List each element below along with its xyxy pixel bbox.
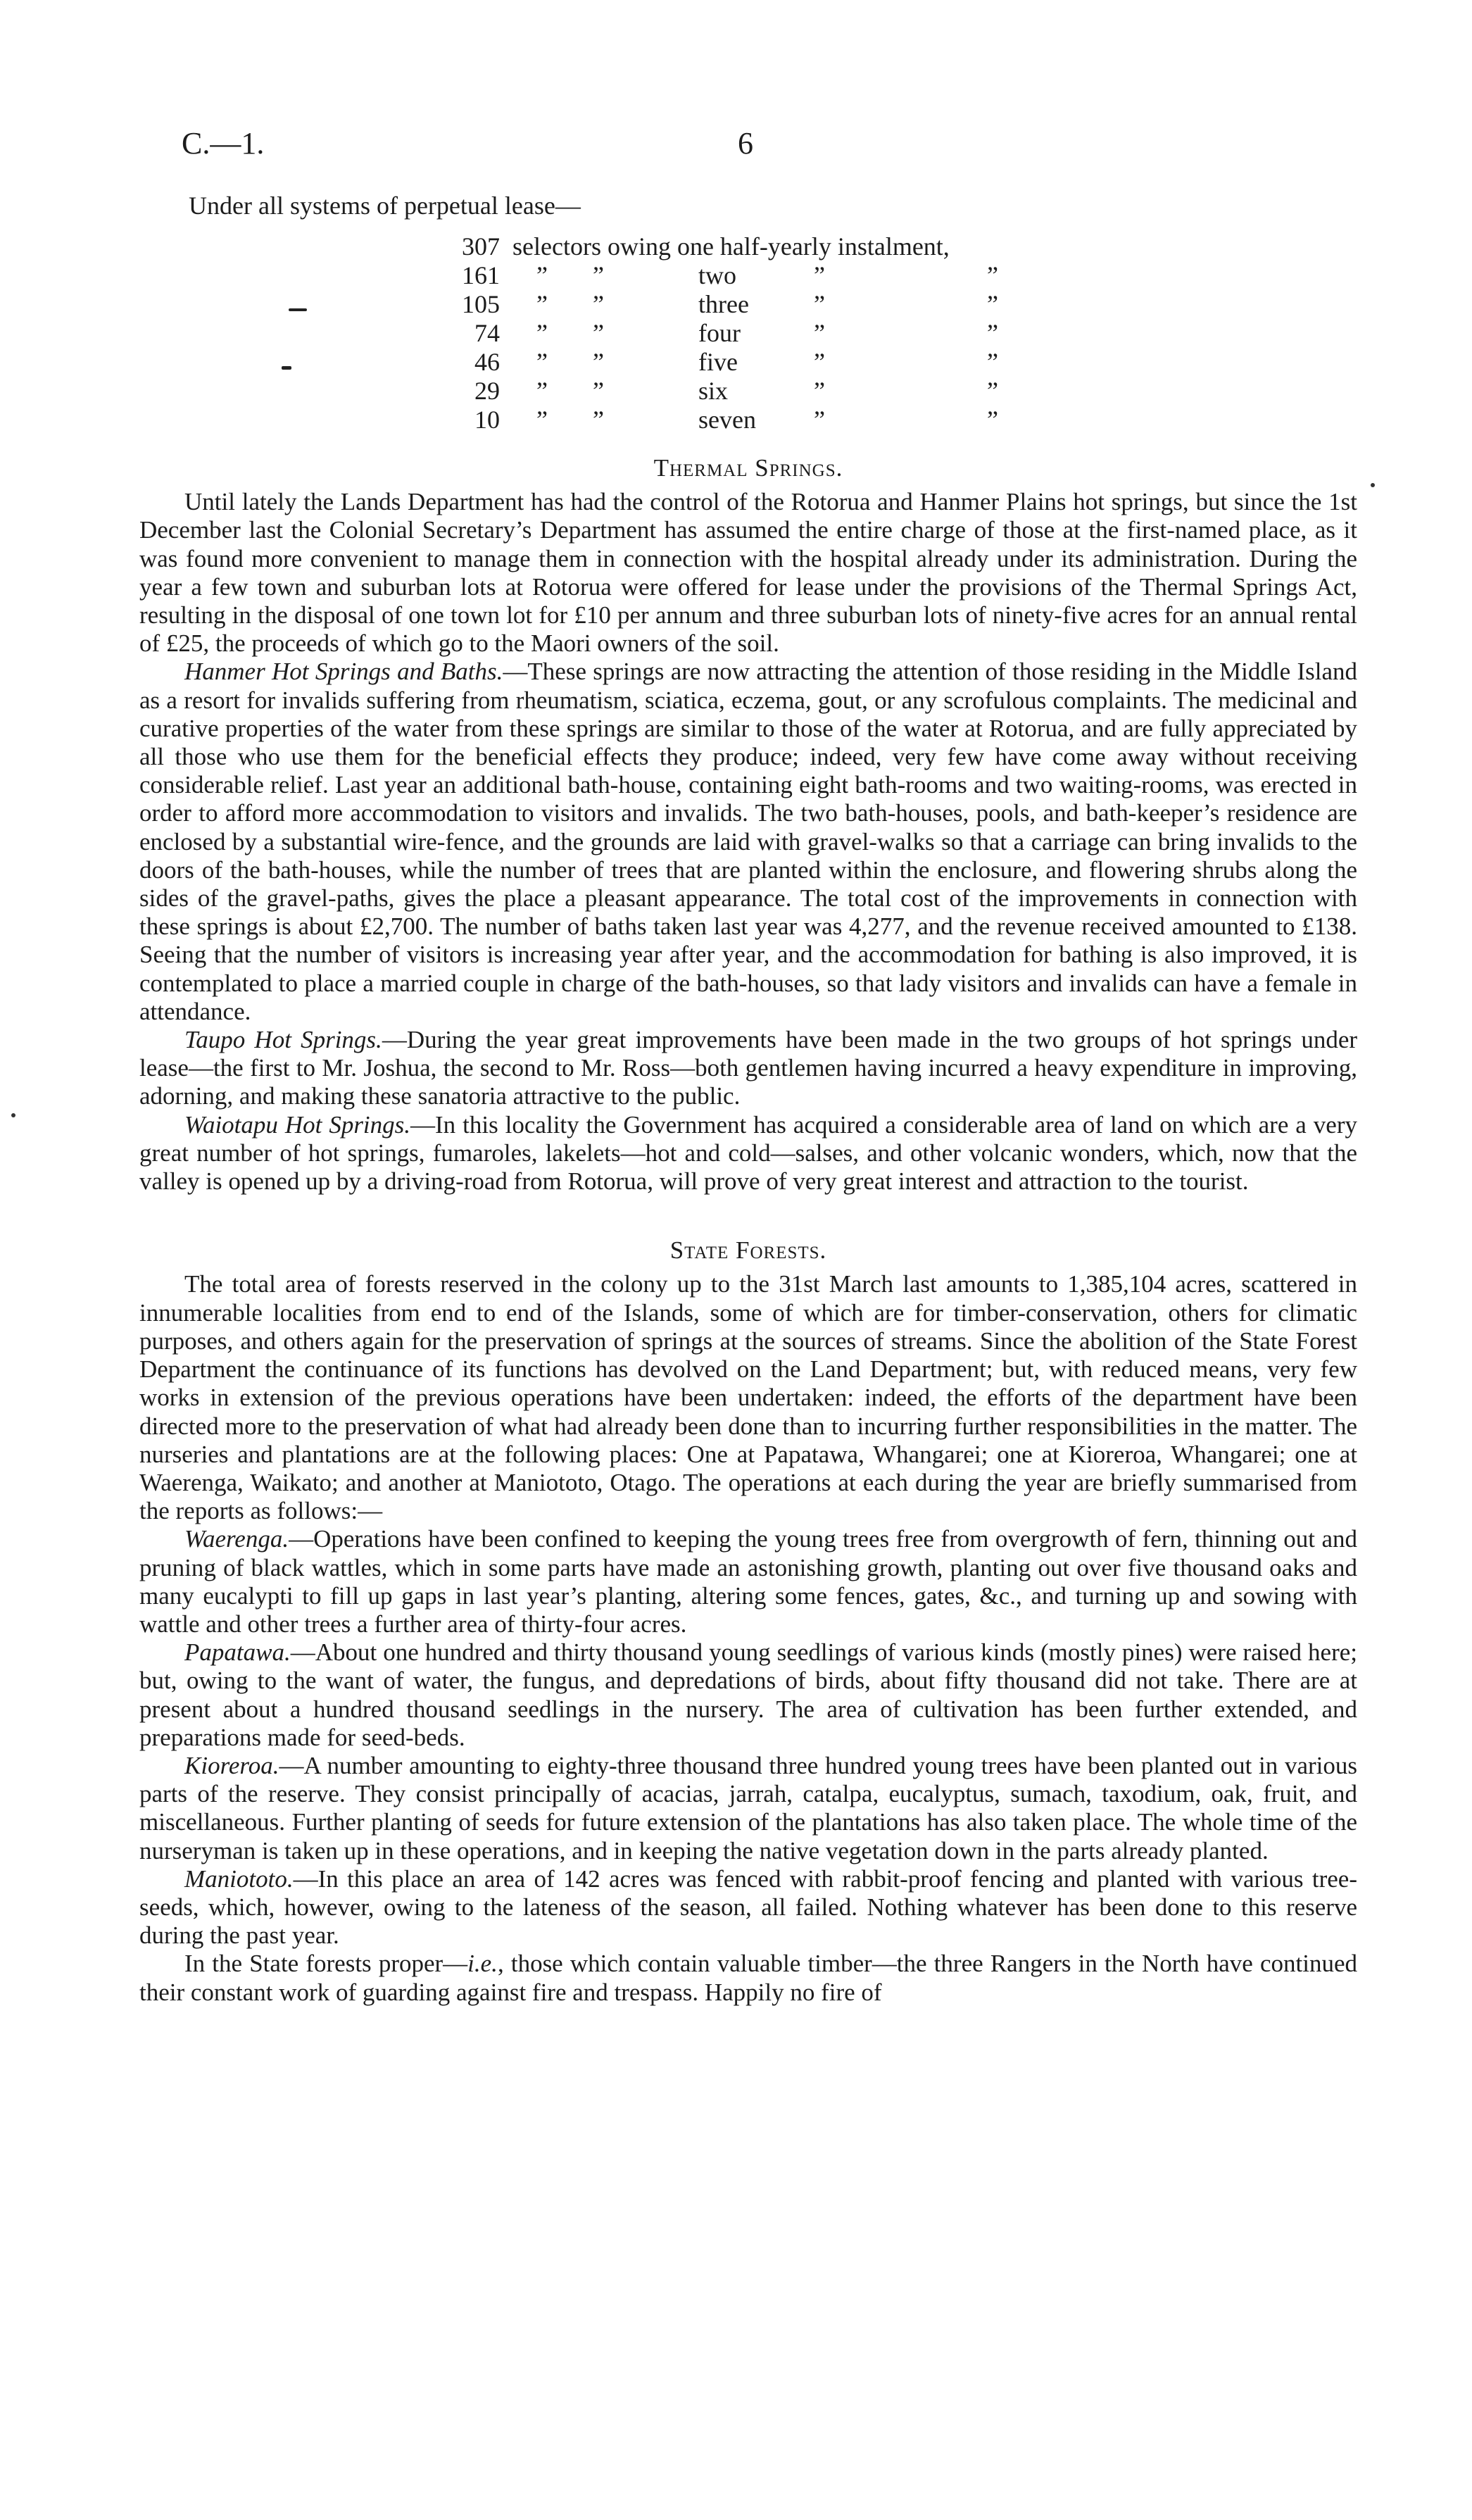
paragraph-text: —About one hundred and thirty thousand young seedlings of various kinds (mostly pines) were raised here; but, owing to the want of water, the fungus, and depredations of birds, about fifty thousand did not take. There are at present about a hundred thousand seedlings in the nursery. The area of cultivation has been further extended, and preparations made for seed-beds. bbox=[139, 1638, 1357, 1751]
page-header bbox=[182, 125, 1343, 168]
scan-mark bbox=[11, 1113, 15, 1117]
page-number: 6 bbox=[738, 126, 753, 161]
ditto-mark: ” bbox=[593, 406, 604, 434]
ditto-mark: ” bbox=[536, 319, 548, 347]
ditto-mark: ” bbox=[593, 290, 604, 318]
paragraph-kioreroa bbox=[139, 1752, 1357, 1865]
ditto-mark: ” bbox=[987, 290, 998, 318]
abbreviation: i.e. bbox=[467, 1950, 498, 1978]
selector-count: 307 bbox=[462, 232, 500, 261]
ditto-mark: ” bbox=[814, 406, 825, 434]
paragraph-text: —Operations have been confined to keeping the young trees free from overgrowth of fern, thinning out and pruning of black wattles, which in some parts have made an astonishing growth, planting out over five thousand oaks and many eucalypti to fill up gaps in last year’s planting, altering some fences, gates, &c., and turning up and sowing with wattle and other trees a further area of thirty-four acres. bbox=[139, 1525, 1357, 1638]
paragraph-maniototo bbox=[139, 1865, 1357, 1950]
subheading: Kioreroa. bbox=[184, 1751, 279, 1779]
ditto-mark: ” bbox=[814, 319, 825, 347]
row-text: selectors owing one half-yearly instalment, bbox=[512, 232, 950, 261]
ditto-mark: ” bbox=[814, 348, 825, 376]
ditto-mark: ” bbox=[593, 377, 604, 405]
subheading: Waerenga. bbox=[184, 1525, 289, 1553]
instalment-word: five bbox=[698, 348, 738, 376]
subheading: Hanmer Hot Springs and Baths. bbox=[184, 658, 503, 686]
paragraph: Until lately the Lands Department has had the control of the Rotorua and Hanmer Plains hot springs, but since the 1st December last the Colonial Secretary’s Department has assumed the entire charge of those at the first-named place, as it was found more convenient to manage them in connection with the hospital already under its administration. During the year a few town and suburban lots at Rotorua were offered for lease under the provisions of the Thermal Springs Act, resulting in the disposal of one town lot for £10 per annum and three suburban lots of ninety-five acres for an annual rental of £25, the proceeds of which go to the Maori owners of the soil. bbox=[139, 488, 1357, 658]
ditto-mark: ” bbox=[536, 348, 548, 376]
selector-count: 161 bbox=[462, 261, 500, 289]
paragraph-waiotapu bbox=[139, 1111, 1357, 1196]
subheading: Maniototo. bbox=[184, 1864, 294, 1893]
paragraph-text: , those which contain valuable timber—the three Rangers in the North have continued their constant work of guarding against fire and trespass. Happily no fire of bbox=[139, 1950, 1357, 2006]
ditto-mark: ” bbox=[987, 261, 998, 289]
scan-mark bbox=[282, 366, 291, 370]
selector-count: 29 bbox=[474, 377, 500, 405]
paragraph-papatawa bbox=[139, 1638, 1357, 1752]
selector-count: 10 bbox=[474, 406, 500, 434]
subheading: Papatawa. bbox=[184, 1638, 291, 1667]
ditto-mark: ” bbox=[536, 261, 548, 289]
section-heading-thermal-springs: Thermal Springs. bbox=[653, 454, 843, 482]
paragraph-text: —A number amounting to eighty-three thousand three hundred young trees have been planted out in various parts of the reserve. They consist principally of acacias, jarrah, catalpa, eucalyptus, sumach, taxodium, oak, fruit, and miscellaneous. Further planting of seeds for future extension of the plantations has also taken place. The whole time of the nurseryman is taken up in these operations, and in keeping the native vegetation down in the parts already planted. bbox=[139, 1751, 1357, 1864]
ditto-mark: ” bbox=[814, 377, 825, 405]
ditto-mark: ” bbox=[593, 319, 604, 347]
paragraph-hanmer bbox=[139, 658, 1357, 1026]
section-heading-state-forests: State Forests. bbox=[669, 1236, 827, 1265]
instalment-word: four bbox=[698, 319, 741, 347]
ditto-mark: ” bbox=[987, 377, 998, 405]
ditto-mark: ” bbox=[536, 290, 548, 318]
selector-count: 105 bbox=[462, 290, 500, 318]
selector-count: 46 bbox=[474, 348, 500, 376]
ditto-mark: ” bbox=[814, 290, 825, 318]
instalment-word: two bbox=[698, 261, 736, 289]
report-body bbox=[139, 454, 1357, 2007]
subheading: Taupo Hot Springs. bbox=[184, 1026, 382, 1054]
lease-intro: Under all systems of perpetual lease— bbox=[189, 192, 581, 220]
paragraph-waerenga bbox=[139, 1525, 1357, 1638]
paragraph: The total area of forests reserved in the colony up to the 31st March last amounts to 1,385,104 acres, scattered in innumerable localities from end to end of the Islands, some of which are for timber-conservation, others for climatic purposes, and others again for the preservation of springs at the sources of streams. Since the abolition of the State Forest Department the continuance of its functions has devolved on the Land Department; but, with reduced means, very few works in extension of the previous operations have been undertaken: indeed, the efforts of the department have been directed more to the preservation of what had already been done than to incurring further responsibilities in the matter. The nurseries and plantations are at the following places: One at Papatawa, Whangarei; one at Kioreroa, Whangarei; one at Waerenga, Waikato; and another at Maniototo, Otago. The operations at each during the year are briefly summarised from the reports as follows:— bbox=[139, 1270, 1357, 1525]
paragraph-state-forests-proper bbox=[139, 1950, 1357, 2006]
instalment-word: three bbox=[698, 290, 749, 318]
selector-count: 74 bbox=[474, 319, 500, 347]
ditto-mark: ” bbox=[814, 261, 825, 289]
scan-mark bbox=[1371, 483, 1375, 487]
ditto-mark: ” bbox=[536, 377, 548, 405]
paragraph-text: —During the year great improvements have been made in the two groups of hot springs under lease—the first to Mr. Joshua, the second to Mr. Ross—both gentlemen having incurred a heavy expenditure in improving, adorning, and making these sanatoria attractive to the public. bbox=[139, 1026, 1358, 1110]
scan-mark bbox=[289, 308, 307, 311]
instalment-word: seven bbox=[698, 406, 756, 434]
ditto-mark: ” bbox=[593, 261, 604, 289]
paragraph-text: —In this locality the Government has acquired a considerable area of land on which are a very great number of hot springs, fumaroles, lakelets—hot and cold—salses, and other volcanic wonders, which, now that the valley is opened up by a driving-road from Rotorua, will prove of very great interest and attraction to the tourist. bbox=[139, 1110, 1357, 1196]
subheading: Waiotapu Hot Springs. bbox=[184, 1110, 411, 1139]
ditto-mark: ” bbox=[536, 406, 548, 434]
paragraph-taupo bbox=[139, 1026, 1357, 1111]
ditto-mark: ” bbox=[987, 406, 998, 434]
ditto-mark: ” bbox=[987, 348, 998, 376]
paragraph-text: —In this place an area of 142 acres was fenced with rabbit-proof fencing and planted with various tree-seeds, which, however, owing to the lateness of the season, all failed. Nothing whatever has been done to this reserve during the past year. bbox=[139, 1864, 1357, 1950]
paragraph-text: —These springs are now attracting the attention of those residing in the Middle Island as a resort for invalids suffering from rheumatism, sciatica, eczema, gout, or any scrofulous complaints. The medicinal and curative properties of the water from these springs are similar to those of the water at Rotorua, and are fully appreciated by all those who use them for the beneficial effects they produce; indeed, very few have come away without receiving considerable relief. Last year an additional bath-house, containing eight bath-rooms and two waiting-rooms, was erected in order to afford more accommodation to visitors and invalids. The two bath-houses, pools, and bath-keeper’s residence are enclosed by a substantial wire-fence, and the grounds are laid with gravel-walks so that a carriage can bring invalids to the doors of the bath-houses, while the number of trees that are planted within the enclosure, and flowering shrubs along the sides of the gravel-paths, gives the place a pleasant appearance. The total cost of the improvements in connection with these springs is about £2,700. The number of baths taken last year was 4,277, and the revenue received amounted to £138. Seeing that the number of visitors is increasing year after year, and the accommodation for bathing is also improved, it is contemplated to place a married couple in charge of the bath-houses, so that lady visitors and invalids can have a female in attendance. bbox=[139, 658, 1357, 1025]
document-reference: C.—1. bbox=[182, 126, 265, 161]
ditto-mark: ” bbox=[593, 348, 604, 376]
instalment-word: six bbox=[698, 377, 729, 405]
ditto-mark: ” bbox=[987, 319, 998, 347]
paragraph-text: In the State forests proper— bbox=[184, 1950, 468, 1978]
